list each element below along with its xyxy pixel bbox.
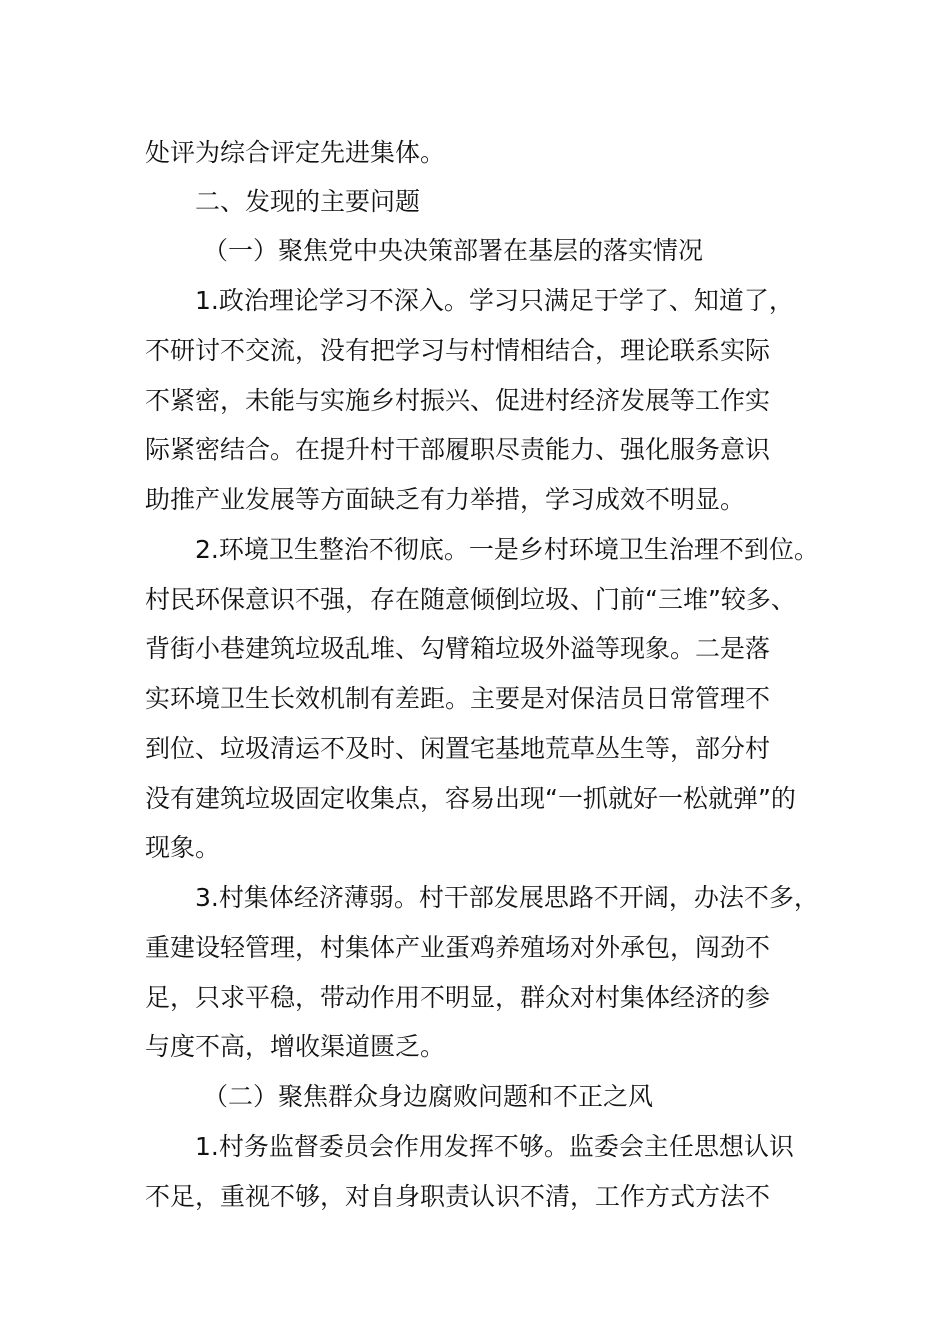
paragraph-4-line: 不足，重视不够，对自身职责认识不清，工作方式方法不 <box>145 1182 771 1211</box>
paragraph-2-line: 没有建筑垃圾固定收集点，容易出现“一抓就好一松就弹”的 <box>145 784 796 813</box>
paragraph-2-line: 到位、垃圾清运不及时、闲置宅基地荒草丛生等，部分村 <box>145 734 771 763</box>
paragraph-1-line: 不紧密，未能与实施乡村振兴、促进村经济发展等工作实 <box>145 386 771 415</box>
paragraph-2-line: 背街小巷建筑垃圾乱堆、勾臂箱垃圾外溢等现象。二是落 <box>145 634 771 663</box>
paragraph-2-line: 现象。 <box>145 833 221 862</box>
paragraph-2-line: 村民环保意识不强，存在随意倾倒垃圾、门前“三堆”较多、 <box>145 585 796 614</box>
paragraph-1-line: 不研讨不交流，没有把学习与村情相结合，理论联系实际 <box>145 336 771 365</box>
paragraph-1-line: 助推产业发展等方面缺乏有力举措，学习成效不明显。 <box>145 485 746 514</box>
section-heading: 二、发现的主要问题 <box>195 187 421 216</box>
paragraph-2-line: 2.环境卫生整治不彻底。一是乡村环境卫生治理不到位。 <box>195 535 819 564</box>
paragraph-1-line: 1.政治理论学习不深入。学习只满足于学了、知道了， <box>195 286 794 315</box>
paragraph-3-line: 与度不高，增收渠道匮乏。 <box>145 1032 446 1061</box>
subsection-heading-2: （二）聚焦群众身边腐败问题和不正之风 <box>203 1082 654 1111</box>
subsection-heading-1: （一）聚焦党中央决策部署在基层的落实情况 <box>203 236 704 265</box>
paragraph-1-line: 际紧密结合。在提升村干部履职尽责能力、强化服务意识 <box>145 435 771 464</box>
paragraph-3-line: 足，只求平稳，带动作用不明显，群众对村集体经济的参 <box>145 983 771 1012</box>
text-line-continuation: 处评为综合评定先进集体。 <box>145 138 446 167</box>
paragraph-3-line: 3.村集体经济薄弱。村干部发展思路不开阔，办法不多， <box>195 883 819 912</box>
paragraph-2-line: 实环境卫生长效机制有差距。主要是对保洁员日常管理不 <box>145 684 771 713</box>
paragraph-3-line: 重建设轻管理，村集体产业蛋鸡养殖场对外承包，闯劲不 <box>145 933 771 962</box>
paragraph-4-line: 1.村务监督委员会作用发挥不够。监委会主任思想认识 <box>195 1132 794 1161</box>
